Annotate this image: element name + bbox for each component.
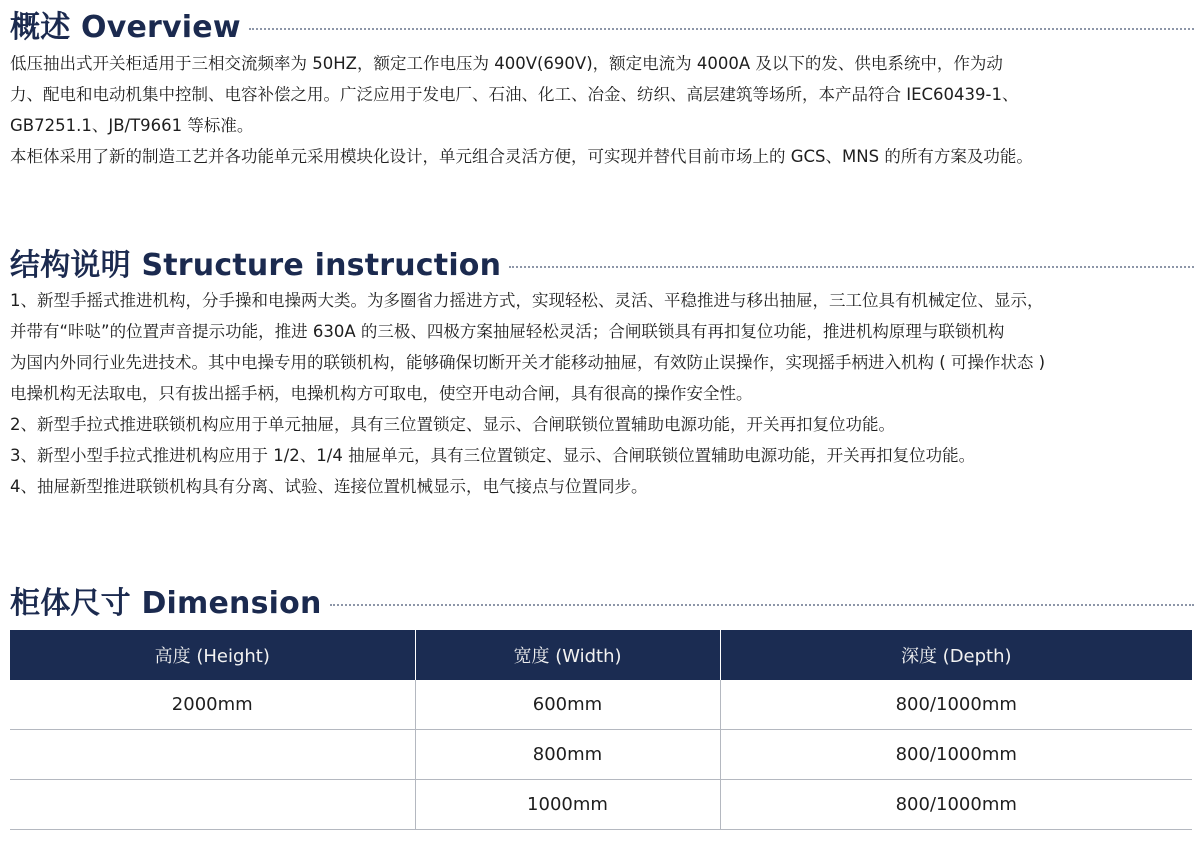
overview-line: GB7251.1、JB/T9661 等标准。 <box>10 116 254 135</box>
dotted-divider <box>330 604 1194 606</box>
column-header-height: 高度 (Height) <box>10 630 415 680</box>
structure-line: 4、抽屉新型推进联锁机构具有分离、试验、连接位置机械显示，电气接点与位置同步。 <box>10 477 648 496</box>
overview-text <box>10 48 1195 172</box>
overview-line: 力、配电和电动机集中控制、电容补偿之用。广泛应用于发电厂、石油、化工、冶金、纺织、高层建筑等场所，本产品符合 IEC60439-1、 <box>10 85 1019 104</box>
table-row <box>10 730 1192 780</box>
dotted-divider <box>249 28 1194 30</box>
table-row <box>10 780 1192 830</box>
table-cell: 1000mm <box>415 780 720 830</box>
table-cell <box>10 780 415 830</box>
table-cell: 800/1000mm <box>720 730 1192 780</box>
table-cell: 800/1000mm <box>720 680 1192 730</box>
structure-text <box>10 285 1195 502</box>
table-header-row <box>10 630 1192 680</box>
structure-line: 1、新型手摇式推进机构，分手操和电操两大类。为多圈省力摇进方式，实现轻松、灵活、平稳推进与移出抽屉，三工位具有机械定位、显示， <box>10 291 1044 310</box>
table-cell: 800/1000mm <box>720 780 1192 830</box>
overview-line: 低压抽出式开关柜适用于三相交流频率为 50HZ，额定工作电压为 400V(690V)，额定电流为 4000A 及以下的发、供电系统中，作为动 <box>10 54 1003 73</box>
structure-title: 结构说明 Structure instruction <box>10 248 502 283</box>
column-header-depth: 深度 (Depth) <box>720 630 1192 680</box>
table-cell: 2000mm <box>10 680 415 730</box>
structure-line: 3、新型小型手拉式推进机构应用于 1/2、1/4 抽屉单元，具有三位置锁定、显示、合闸联锁位置辅助电源功能，开关再扣复位功能。 <box>10 446 976 465</box>
table-cell: 600mm <box>415 680 720 730</box>
dimension-title: 柜体尺寸 Dimension <box>10 586 322 621</box>
dimension-table <box>10 630 1192 830</box>
overview-heading-row <box>10 2 1194 46</box>
table-cell: 800mm <box>415 730 720 780</box>
table-row <box>10 680 1192 730</box>
overview-title: 概述 Overview <box>10 10 241 45</box>
structure-line: 2、新型手拉式推进联锁机构应用于单元抽屉，具有三位置锁定、显示、合闸联锁位置辅助电源功能，开关再扣复位功能。 <box>10 415 895 434</box>
table-cell <box>10 730 415 780</box>
dimension-heading-row <box>10 578 1194 622</box>
column-header-width: 宽度 (Width) <box>415 630 720 680</box>
dotted-divider <box>509 266 1194 268</box>
overview-line: 本柜体采用了新的制造工艺并各功能单元采用模块化设计，单元组合灵活方便，可实现并替代目前市场上的 GCS、MNS 的所有方案及功能。 <box>10 147 1033 166</box>
structure-line: 并带有“咔哒”的位置声音提示功能，推进 630A 的三极、四极方案抽屉轻松灵活；合闸联锁具有再扣复位功能，推进机构原理与联锁机构 <box>10 322 1005 341</box>
structure-line: 电操机构无法取电，只有拔出摇手柄，电操机构方可取电，使空开电动合闸，具有很高的操作安全性。 <box>10 384 753 403</box>
structure-heading-row <box>10 240 1194 284</box>
structure-line: 为国内外同行业先进技术。其中电操专用的联锁机构，能够确保切断开关才能移动抽屉，有效防止误操作，实现摇手柄进入机构 ( 可操作状态 ) <box>10 353 1046 372</box>
